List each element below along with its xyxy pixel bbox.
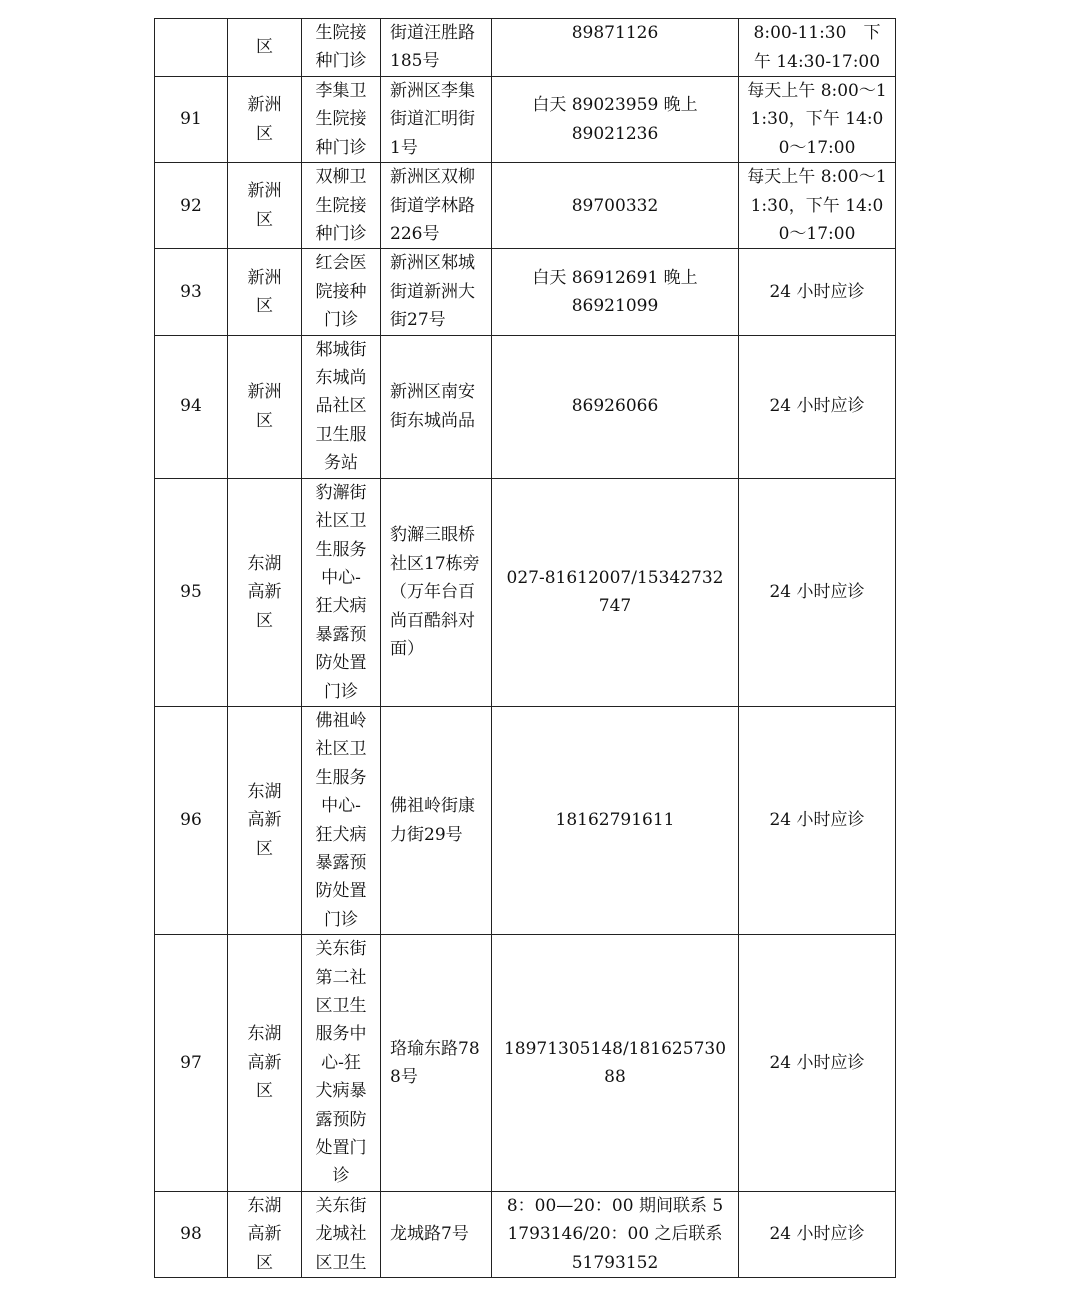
- district: 新洲区: [247, 267, 282, 317]
- table-row: [155, 163, 896, 249]
- clinic-name-cell: [302, 163, 381, 249]
- clinic-name-cell: [302, 249, 381, 335]
- clinic-name-cell: [302, 77, 381, 163]
- address-cell: [381, 478, 492, 706]
- clinic-name: 邾城街东城尚品社区卫生服务站: [315, 339, 367, 474]
- row-number-cell: [155, 249, 228, 335]
- phone: 18162791611: [555, 810, 675, 831]
- hours: 24 小时应诊: [769, 396, 865, 417]
- row-number: 98: [180, 1224, 202, 1245]
- hours-cell: [739, 935, 896, 1192]
- phone-cell: [492, 935, 739, 1192]
- phone: 89871126: [571, 23, 659, 43]
- table-row: [155, 335, 896, 478]
- clinic-name-cell: [302, 335, 381, 478]
- row-number: 94: [180, 396, 202, 417]
- table-row: [155, 19, 896, 77]
- hours-cell: [739, 163, 896, 249]
- hours-cell: [739, 249, 896, 335]
- clinic-name-cell: [302, 19, 381, 77]
- hours: 24 小时应诊: [769, 1224, 865, 1245]
- district-cell: [228, 77, 302, 163]
- clinic-name: 双柳卫生院接种门诊: [315, 167, 367, 245]
- phone-cell: [492, 706, 739, 934]
- row-number-cell: [155, 706, 228, 934]
- table-row: [155, 935, 896, 1192]
- clinic-name: 关东街龙城社区卫生: [315, 1195, 367, 1273]
- clinic-table: [154, 18, 896, 1278]
- address: 珞瑜东路788号: [390, 1038, 480, 1088]
- hours: 8:00-11:30 下午 14:30-17:00: [753, 23, 881, 72]
- table-row: [155, 249, 896, 335]
- district: 区: [256, 37, 273, 58]
- address: 佛祖岭街康力街29号: [390, 796, 475, 845]
- district: 新洲区: [247, 95, 282, 144]
- district: 东湖高新区: [247, 1024, 282, 1102]
- hours: 24 小时应诊: [769, 281, 865, 302]
- clinic-name-cell: [302, 1191, 381, 1277]
- address-cell: [381, 1191, 492, 1277]
- phone-cell: [492, 77, 739, 163]
- row-number: 92: [180, 195, 202, 216]
- district-cell: [228, 478, 302, 706]
- clinic-name: 李集卫生院接种门诊: [315, 81, 367, 158]
- clinic-name-cell: [302, 478, 381, 706]
- phone-cell: [492, 19, 739, 77]
- row-number: 95: [180, 582, 202, 603]
- address-cell: [381, 335, 492, 478]
- row-number-cell: [155, 335, 228, 478]
- table-row: [155, 478, 896, 706]
- district: 新洲区: [247, 181, 282, 230]
- clinic-name: 红会医院接种门诊: [315, 253, 367, 331]
- table-row: [155, 77, 896, 163]
- address: 龙城路7号: [390, 1224, 469, 1245]
- phone-cell: [492, 163, 739, 249]
- address: 新洲区双柳街道学林路226号: [390, 167, 475, 245]
- clinic-name-cell: [302, 706, 381, 934]
- address-cell: [381, 706, 492, 934]
- row-number: 97: [180, 1052, 202, 1073]
- row-number: 93: [180, 281, 202, 302]
- district-cell: [228, 935, 302, 1192]
- table-row: [155, 1191, 896, 1277]
- phone: 027-81612007/15342732747: [506, 567, 724, 617]
- row-number-cell: [155, 163, 228, 249]
- clinic-name: 豹澥街社区卫生服务中心-狂犬病暴露预防处置门诊: [315, 482, 367, 702]
- address: 豹澥三眼桥社区17栋旁（万年台百尚百酷斜对面）: [390, 525, 480, 659]
- phone: 89700332: [571, 195, 659, 216]
- district-cell: [228, 335, 302, 478]
- district-cell: [228, 1191, 302, 1277]
- row-number-cell: [155, 77, 228, 163]
- phone-cell: [492, 249, 739, 335]
- address: 新洲区邾城街道新洲大街27号: [390, 253, 475, 331]
- clinic-name: 关东街第二社区卫生服务中心-狂犬病暴露预防处置门诊: [315, 939, 367, 1187]
- hours-cell: [739, 77, 896, 163]
- district: 新洲区: [247, 382, 282, 431]
- district: 东湖高新区: [247, 1195, 282, 1273]
- phone: 白天 86912691 晚上 86921099: [532, 267, 698, 317]
- row-number-cell: [155, 1191, 228, 1277]
- table-row: [155, 706, 896, 934]
- district-cell: [228, 163, 302, 249]
- address-cell: [381, 163, 492, 249]
- hours-cell: [739, 1191, 896, 1277]
- address: 街道汪胜路185号: [390, 22, 475, 72]
- address: 新洲区南安街东城尚品: [390, 382, 475, 431]
- phone: 8：00—20：00 期间联系 51793146/20：00 之后联系 51793152: [506, 1195, 724, 1273]
- hours: 24 小时应诊: [769, 582, 865, 603]
- phone: 白天 89023959 晚上 89021236: [532, 95, 698, 144]
- clinic-name-cell: [302, 935, 381, 1192]
- hours-cell: [739, 335, 896, 478]
- hours: 每天上午 8:00～11:30，下午 14:00～17:00: [747, 167, 887, 245]
- row-number: 96: [180, 810, 202, 831]
- hours: 24 小时应诊: [769, 810, 865, 831]
- district-cell: [228, 706, 302, 934]
- phone: 18971305148/18162573088: [503, 1038, 727, 1088]
- district: 东湖高新区: [247, 781, 282, 859]
- address: 新洲区李集街道汇明街1号: [390, 81, 475, 158]
- address-cell: [381, 935, 492, 1192]
- phone-cell: [492, 335, 739, 478]
- clinic-name: 佛祖岭社区卫生服务中心-狂犬病暴露预防处置门诊: [315, 710, 367, 930]
- hours: 每天上午 8:00～11:30，下午 14:00～17:00: [747, 81, 887, 158]
- phone-cell: [492, 1191, 739, 1277]
- row-number: 91: [180, 109, 202, 130]
- address-cell: [381, 19, 492, 77]
- phone-cell: [492, 478, 739, 706]
- clinic-name: 生院接种门诊: [315, 22, 367, 72]
- row-number-cell: [155, 478, 228, 706]
- district-cell: [228, 19, 302, 77]
- hours-cell: [739, 478, 896, 706]
- address-cell: [381, 249, 492, 335]
- hours-cell: [739, 706, 896, 934]
- district-cell: [228, 249, 302, 335]
- hours: 24 小时应诊: [769, 1052, 865, 1073]
- row-number-cell: [155, 935, 228, 1192]
- phone: 86926066: [571, 396, 659, 417]
- address-cell: [381, 77, 492, 163]
- district: 东湖高新区: [247, 553, 282, 631]
- hours-cell: [739, 19, 896, 77]
- row-number-cell: [155, 19, 228, 77]
